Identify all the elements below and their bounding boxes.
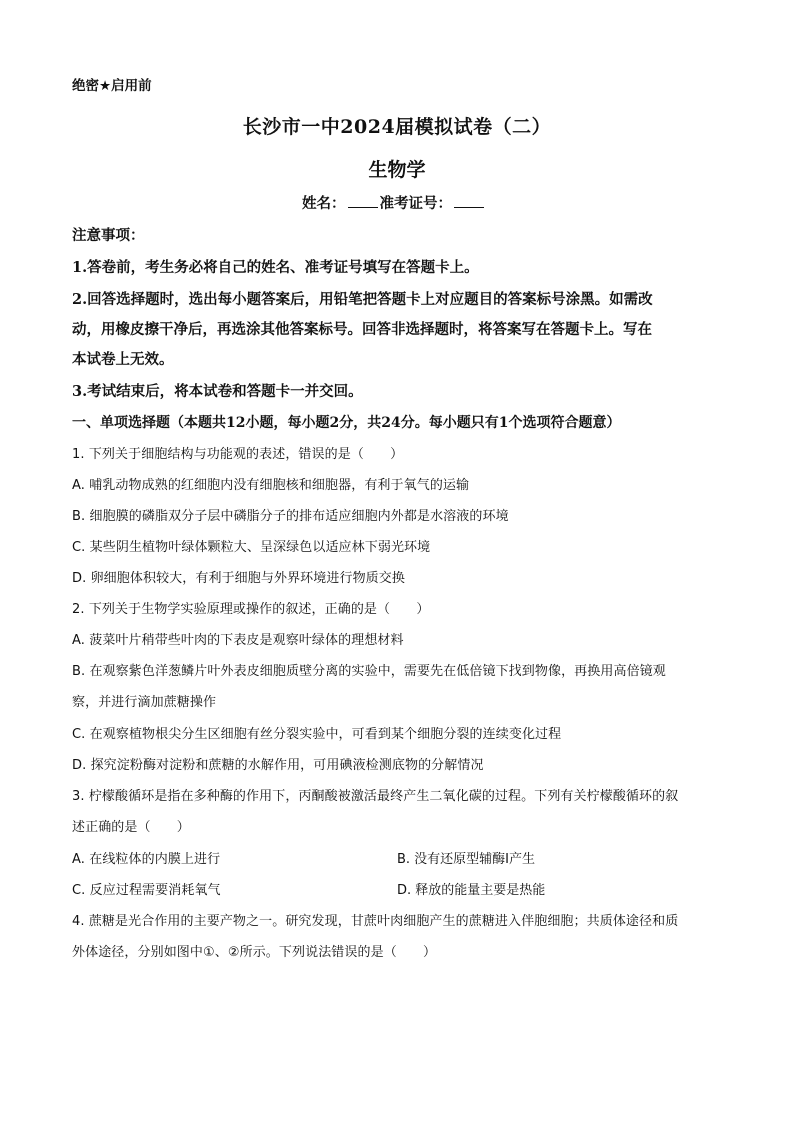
candidate-info-line xyxy=(302,192,486,213)
q2-option-a: A. 菠菜叶片稍带些叶肉的下表皮是观察叶绿体的理想材料 xyxy=(72,633,404,648)
q3-stem-line-2: 述正确的是（ ） xyxy=(72,820,190,835)
q2-option-b-line-1: B. 在观察紫色洋葱鳞片叶外表皮细胞质壁分离的实验中，需要先在低倍镜下找到物像，再换用高倍镜观 xyxy=(72,664,666,679)
exam-subject: 生物学 xyxy=(368,159,426,181)
q3-stem-line-1: 3. 柠檬酸循环是指在多种酶的作用下，丙酮酸被激活最终产生二氧化碳的过程。下列有关柠檬酸循环的叙 xyxy=(72,789,679,804)
q2-stem: 2. 下列关于生物学实验原理或操作的叙述，正确的是（ ） xyxy=(72,602,430,617)
q1-option-a: A. 哺乳动物成熟的红细胞内没有细胞核和细胞器，有利于氧气的运输 xyxy=(72,478,470,493)
q4-stem-line-2: 外体途径，分别如图中①、②所示。下列说法错误的是（ ） xyxy=(72,945,437,960)
name-blank xyxy=(348,195,378,208)
q3-option-a: A. 在线粒体的内膜上进行 xyxy=(72,852,221,867)
exam-id-blank xyxy=(454,195,484,208)
notice-item-2-line-3: 本试卷上无效。 xyxy=(72,351,174,368)
q3-option-d: D. 释放的能量主要是热能 xyxy=(397,883,546,898)
q2-option-c: C. 在观察植物根尖分生区细胞有丝分裂实验中，可看到某个细胞分裂的连续变化过程 xyxy=(72,727,562,742)
q3-option-b: B. 没有还原型辅酶Ⅰ产生 xyxy=(397,852,536,867)
exam-id-label: 准考证号： xyxy=(379,195,452,212)
notice-item-1: 1.答卷前，考生务必将自己的姓名、准考证号填写在答题卡上。 xyxy=(72,259,479,276)
q2-option-d: D. 探究淀粉酶对淀粉和蔗糖的水解作用，可用碘液检测底物的分解情况 xyxy=(72,758,484,773)
q2-option-b-line-2: 察，并进行滴加蔗糖操作 xyxy=(72,695,217,710)
q1-option-c: C. 某些阴生植物叶绿体颗粒大、呈深绿色以适应林下弱光环境 xyxy=(72,540,431,555)
exam-title: 长沙市一中2024届模拟试卷（二） xyxy=(242,116,552,138)
q1-stem: 1. 下列关于细胞结构与功能观的表述，错误的是（ ） xyxy=(72,447,404,462)
notice-item-2-line-1: 2.回答选择题时，选出每小题答案后，用铅笔把答题卡上对应题目的答案标号涂黑。如需改 xyxy=(72,291,653,308)
notice-heading: 注意事项： xyxy=(72,227,145,244)
secret-label: 绝密★启用前 xyxy=(72,78,152,94)
q1-option-d: D. 卵细胞体积较大，有利于细胞与外界环境进行物质交换 xyxy=(72,571,405,586)
notice-item-2-line-2: 动，用橡皮擦干净后，再选涂其他答案标号。回答非选择题时，将答案写在答题卡上。写在 xyxy=(72,321,652,338)
notice-item-3: 3.考试结束后，将本试卷和答题卡一并交回。 xyxy=(72,383,363,400)
q1-option-b: B. 细胞膜的磷脂双分子层中磷脂分子的排布适应细胞内外都是水溶液的环境 xyxy=(72,509,509,524)
section-heading: 一、单项选择题（本题共12小题，每小题2分，共24分。每小题只有1个选项符合题意） xyxy=(72,415,621,431)
q4-stem-line-1: 4. 蔗糖是光合作用的主要产物之一。研究发现，甘蔗叶肉细胞产生的蔗糖进入伴胞细胞；共质体途径和质 xyxy=(72,914,679,929)
name-label: 姓名： xyxy=(302,195,346,212)
q3-option-c: C. 反应过程需要消耗氧气 xyxy=(72,883,221,898)
